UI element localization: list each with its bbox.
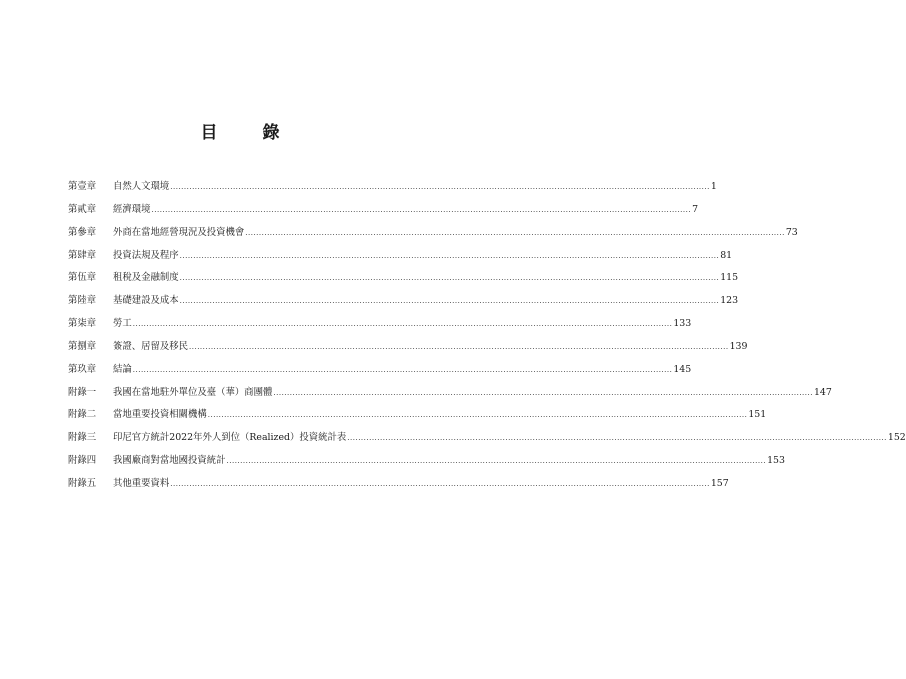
toc-entry[interactable] xyxy=(68,450,785,473)
toc-page-number[interactable]: 7 xyxy=(692,203,699,215)
toc-page-number[interactable]: 123 xyxy=(720,295,739,307)
toc-page-number[interactable]: 139 xyxy=(729,340,748,352)
toc-entry[interactable] xyxy=(68,427,906,450)
toc-entry[interactable] xyxy=(68,359,692,382)
dot-leader: ...................................................................................................................................................................................................... xyxy=(170,183,710,191)
toc-chapter-number: 附錄四 xyxy=(68,455,97,467)
toc-chapter-number: 第玖章 xyxy=(68,363,97,375)
toc-entry-title[interactable]: 我國在當地駐外單位及臺（華）商團體 xyxy=(113,386,273,398)
dot-leader: ...................................................................................................................................................................................................... xyxy=(179,251,720,260)
dot-leader: ...................................................................................................................................................................................................... xyxy=(132,365,673,374)
dot-leader: ...................................................................................................................................................................................................... xyxy=(347,434,887,443)
toc-page-number[interactable]: 147 xyxy=(813,386,832,398)
toc-entry-title[interactable]: 自然人文環境 xyxy=(113,181,170,192)
toc-entry-title[interactable]: 當地重要投資相關機構 xyxy=(113,409,207,421)
toc-page-number[interactable]: 81 xyxy=(720,249,733,261)
dot-leader: ...................................................................................................................................................................................................... xyxy=(132,320,673,329)
toc-entry[interactable] xyxy=(68,290,739,313)
toc-entry[interactable] xyxy=(68,222,798,245)
toc-chapter-number: 附錄三 xyxy=(68,432,97,444)
toc-chapter-number: 第壹章 xyxy=(68,181,97,192)
toc-chapter-number: 第參章 xyxy=(68,226,97,238)
toc-entry[interactable] xyxy=(68,199,699,222)
toc-page-number[interactable]: 133 xyxy=(673,318,692,330)
toc-entry[interactable] xyxy=(68,176,717,199)
toc-chapter-number: 附錄一 xyxy=(68,386,97,398)
toc-chapter-number: 第肆章 xyxy=(68,249,97,261)
toc-chapter-number: 附錄五 xyxy=(68,477,97,489)
toc-entry-title[interactable]: 外商在當地經營現況及投資機會 xyxy=(113,226,245,238)
dot-leader: ...................................................................................................................................................................................................... xyxy=(170,479,710,488)
toc-entry[interactable] xyxy=(68,313,692,336)
toc-entry-title[interactable]: 簽證、居留及移民 xyxy=(113,340,189,352)
toc-entry-title[interactable]: 印尼官方統計2022年外人到位（Realized）投資統計表 xyxy=(113,432,347,444)
dot-leader: ...................................................................................................................................................................................................... xyxy=(189,342,729,351)
toc-chapter-number: 第貳章 xyxy=(68,203,97,215)
toc-entry[interactable] xyxy=(68,245,733,268)
table-of-contents xyxy=(68,176,906,496)
toc-entry[interactable] xyxy=(68,382,832,405)
dot-leader: ...................................................................................................................................................................................................... xyxy=(207,411,748,420)
toc-page-number[interactable]: 151 xyxy=(748,409,767,421)
toc-entry-title[interactable]: 其他重要資料 xyxy=(113,477,170,489)
toc-entry[interactable] xyxy=(68,404,767,427)
toc-entry[interactable] xyxy=(68,267,739,290)
dot-leader: ...................................................................................................................................................................................................... xyxy=(179,297,720,306)
toc-entry[interactable] xyxy=(68,336,748,359)
toc-entry-title[interactable]: 勞工 xyxy=(113,318,132,330)
toc-entry-title[interactable]: 我國廠商對當地國投資統計 xyxy=(113,455,226,467)
toc-page-number[interactable]: 73 xyxy=(785,226,798,238)
toc-page-number[interactable]: 145 xyxy=(673,363,692,375)
toc-entry-title[interactable]: 租稅及金融制度 xyxy=(113,272,179,284)
dot-leader: ...................................................................................................................................................................................................... xyxy=(226,457,767,466)
toc-chapter-number: 第伍章 xyxy=(68,272,97,284)
toc-page-number[interactable]: 152 xyxy=(887,432,906,444)
dot-leader: ...................................................................................................................................................................................................... xyxy=(273,388,813,397)
toc-chapter-number: 附錄二 xyxy=(68,409,97,421)
dot-leader: ...................................................................................................................................................................................................... xyxy=(245,228,785,237)
dot-leader: ...................................................................................................................................................................................................... xyxy=(179,274,720,283)
toc-entry-title[interactable]: 結論 xyxy=(113,363,132,375)
toc-page-number[interactable]: 157 xyxy=(710,477,729,489)
toc-page-number[interactable]: 1 xyxy=(710,181,717,192)
toc-entry-title[interactable]: 投資法規及程序 xyxy=(113,249,179,261)
toc-chapter-number: 第陸章 xyxy=(68,295,97,307)
toc-page-number[interactable]: 153 xyxy=(767,455,785,467)
toc-entry[interactable] xyxy=(68,473,729,496)
toc-chapter-number: 第捌章 xyxy=(68,340,97,352)
toc-page-number[interactable]: 115 xyxy=(720,272,739,284)
page-title: 目 錄 xyxy=(200,123,294,143)
toc-entry-title[interactable]: 經濟環境 xyxy=(113,203,151,215)
toc-chapter-number: 第柒章 xyxy=(68,318,97,330)
toc-entry-title[interactable]: 基礎建設及成本 xyxy=(113,295,179,307)
dot-leader: ...................................................................................................................................................................................................... xyxy=(151,205,692,214)
